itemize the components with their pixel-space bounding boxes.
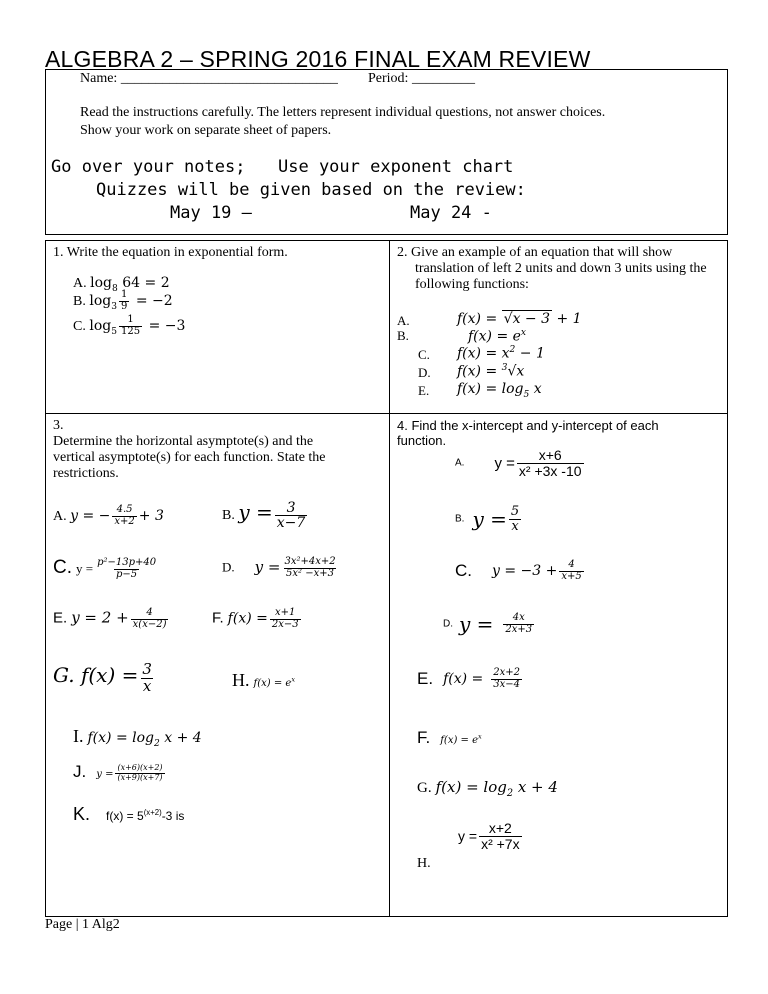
q4-item-h-expr: y = $\frac{x+2}{\text{x² +7x}}$ [458,820,520,852]
instructions-line-1: Read the instructions carefully. The letters represent individual questions, not answer choices. [80,105,606,120]
q2-label-a: A. [397,313,410,328]
q3-item-d: D. y = $\frac{\text{3x²+4x+2}}{\text{5x² −x+3}}$ [222,556,336,579]
notes-line-1b: Use your exponent chart [278,157,514,177]
q3-item-g: G. f(x) = $\frac{3}{x}$ [53,660,152,695]
q3-prompt-1: Determine the horizontal asymptote(s) and the [53,434,314,449]
date-1: May 19 – [170,203,252,223]
q2-func-d: f(x) = $^3$√x [457,363,525,380]
q2-label-e: E. [418,383,430,398]
q2-func-b: $f(x) = e^x$ [468,328,527,345]
q1-item-b: B. $\log_3$ $\frac{1}{9}$ = −2 [73,289,173,312]
q3-prompt-3: restrictions. [53,466,119,481]
q4-item-c: C. y = −3 + $\frac{4}{x+5}$ [455,559,582,582]
q4-prompt-1: 4. Find the x-intercept and y-intercept of each [397,418,659,433]
q3-item-a: A. y = − $\frac{4.5}{x+2}$ + 3 [53,504,164,527]
q3-prompt-2: vertical asymptote(s) for each function. State the [53,450,326,465]
q2-label-d: D. [418,365,431,380]
q4-label-h: H. [417,856,431,871]
q1-item-a: A. $\log_8 64 = 2$ [73,275,170,294]
q2-prompt-3: following functions: [415,277,529,292]
q4-item-b: B. y = $\frac{5}{x}$ [455,504,520,534]
q3-number: 3. [53,418,64,433]
header-box [45,69,728,235]
q2-func-a: f(x) = √x − 3 + 1 [457,311,582,327]
q3-item-h: H. $f(x) = e^x$ [232,670,295,690]
period-field[interactable]: Period: _________ [368,71,475,86]
q4-item-a: A. y = $\frac{x+6}{\text{x² +3x -10}}$ [455,447,582,479]
q2-label-b: B. [397,328,409,343]
q3-item-i: I. $f(x) = \log_2 x + 4$ [73,726,202,749]
date-2: May 24 - [410,203,492,223]
q3-item-e: E. y = 2 + $\frac{4}{x(x-2)}$ [53,607,167,630]
grid-divider-vertical [389,240,390,917]
q4-prompt-2: function. [397,433,447,448]
q4-item-e: E. f(x) = $\frac{2x+2}{3x-4}$ [417,667,520,690]
q4-item-d: D. y = $\frac{4x}{2x+3}$ [443,612,533,636]
page-title: ALGEBRA 2 – SPRING 2016 FINAL EXAM REVIEW [45,46,591,72]
q2-func-e: $f(x) = \log_5 x$ [457,381,542,400]
q2-prompt-2: translation of left 2 units and down 3 units using the [415,261,707,276]
notes-line-1a: Go over your notes; [51,157,246,177]
notes-line-2: Quizzes will be given based on the review: [96,180,526,200]
q4-item-f: F. $f(x) = e^x$ [417,728,482,747]
instructions-line-2: Show your work on separate sheet of papers. [80,123,332,138]
q1-prompt: 1. Write the equation in exponential form. [53,245,288,260]
q3-item-f: F. f(x) = $\frac{x+1}{2x-3}$ [212,607,299,630]
q4-item-g: G. $f(x) = \log_2 x + 4$ [417,778,558,799]
q3-item-j: J. y = $\frac{(x+6)(x+2)}{(x+9)(x+7)}$ [73,762,163,782]
q3-item-k: K. $f(x) = 5^{(x+2)}-3$ is [73,804,185,824]
q2-prompt-1: 2. Give an example of an equation that will show [397,245,673,260]
page-footer: Page | 1 Alg2 [45,917,120,932]
grid-divider-horizontal [45,413,728,414]
q2-label-c: C. [418,347,430,362]
name-field[interactable]: Name: _______________________________ [80,71,338,86]
q3-item-b: B. y = $\frac{3}{x-7}$ [222,499,306,532]
q2-func-c: $f(x) = x^2 - 1$ [457,345,545,362]
q3-item-c: C. y = $\frac{\text{p²−13p+40}}{p-5}$ [53,557,157,580]
q1-item-c: C. $\log_5$ $\frac{1}{125}$ = −3 [73,314,186,337]
